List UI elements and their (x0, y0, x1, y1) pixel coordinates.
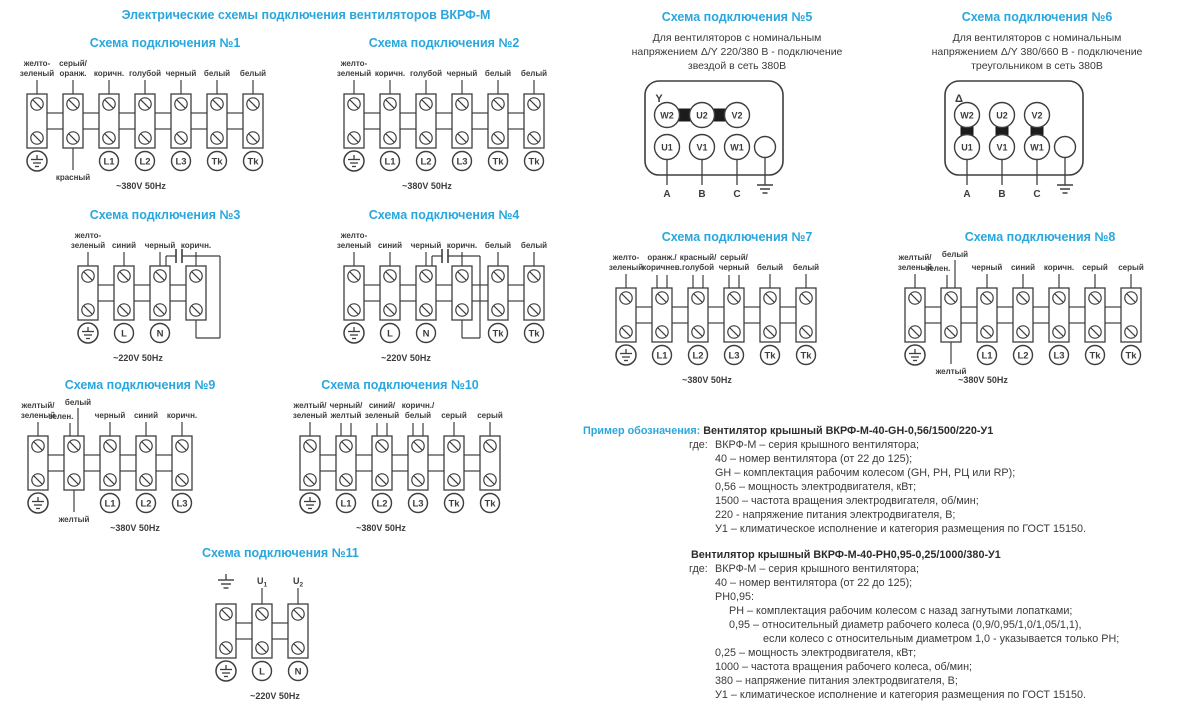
wire-label: белый (404, 411, 432, 420)
wire-label: белый (520, 241, 548, 250)
wire-label: синий (133, 411, 159, 420)
wire-label: черный (144, 241, 176, 250)
wire-label: черный (165, 69, 197, 78)
voltage-label: ~380V 50Hz (116, 181, 166, 191)
schema-s4-diagram (330, 226, 558, 366)
designation-line-text: 0,95 – относительный диаметр рабочего колеса (0,9/0,95/1,0/1,05/1,1), (729, 619, 1082, 631)
terminal-label: Tk (448, 498, 460, 510)
terminal-label: Tk (484, 498, 496, 510)
terminal-top-label: $U_1$ (256, 576, 268, 589)
wire-label: желтый/ (898, 253, 932, 262)
voltage-label: ~380V 50Hz (682, 375, 732, 385)
wire-label: голубой (681, 263, 715, 272)
motor-terminal-label: U2 (696, 110, 708, 121)
description-line: треугольником в сеть 380В (971, 60, 1103, 72)
ground-terminal-icon (78, 323, 98, 343)
wire-label: серый (477, 411, 503, 420)
motor-terminal-label: U1 (961, 142, 973, 153)
designation-line (715, 590, 1181, 604)
schema-s4 (330, 208, 558, 366)
schema-s1 (13, 36, 277, 194)
schema-title: Схема подключения №2 (368, 36, 520, 50)
schema-s3 (64, 208, 241, 366)
motor-terminal-label: U1 (661, 142, 673, 153)
wire-label: белый (484, 241, 512, 250)
wire-label: зелен. (48, 412, 74, 421)
wire-label: зеленый (70, 241, 106, 250)
terminal-label: L2 (692, 350, 704, 362)
wire-label: синий (1010, 263, 1036, 272)
wire-label: белый (756, 263, 784, 272)
designation-line-text: 1500 – частота вращения электродвигателя, об/мин; (715, 495, 979, 507)
schema-s2 (330, 36, 558, 194)
wire-label: желто- (340, 231, 368, 240)
terminal-label: L2 (420, 156, 432, 168)
schema-description (597, 31, 877, 73)
wire-label: оранж. (59, 69, 87, 78)
designation-line (715, 604, 1181, 618)
designation-example (583, 424, 1181, 702)
voltage-label: ~380V 50Hz (958, 375, 1008, 385)
designation-line-text: 1000 – частота вращения рабочего колеса, об/мин; (715, 661, 973, 673)
wire-label: желтый (935, 367, 967, 376)
schema-title: Схема подключения №11 (202, 546, 359, 560)
terminal-label: Tk (528, 156, 540, 168)
voltage-label: ~220V 50Hz (250, 691, 300, 701)
designation-line (715, 576, 1181, 590)
designation-line (715, 674, 1181, 688)
terminal-label: Tk (211, 156, 223, 168)
wire-label: коричн. (93, 69, 125, 78)
wire-label: серый/ (720, 253, 748, 262)
schema-title: Схема подключения №4 (368, 208, 520, 222)
designation-line (715, 522, 1181, 536)
designation-line-text: 0,25 – мощность электродвигателя, кВт; (715, 647, 917, 659)
designation-line-text: 40 – номер вентилятора (от 22 до 125); (715, 453, 913, 465)
ground-terminal-icon (905, 345, 925, 365)
wire-label: зелен. (925, 264, 951, 273)
motor-terminal-label: V2 (1031, 110, 1043, 121)
terminal-label: Tk (528, 328, 540, 340)
terminal-label: Tk (1125, 350, 1137, 362)
designation-code: Вентилятор крышный ВКРФ-М-40-GH-0,56/1500/220-У1 (703, 425, 994, 437)
wire-label: зеленый (336, 241, 372, 250)
designation-line-text: ВКРФ-М – серия крышного вентилятора; (715, 439, 920, 451)
wire-label: зеленый (364, 411, 400, 420)
wire-label: зеленый (20, 411, 56, 420)
schema-s9-diagram (14, 396, 206, 536)
voltage-label: ~380V 50Hz (110, 523, 160, 533)
wire-label: желто- (340, 59, 368, 68)
ground-symbol-icon (1057, 185, 1073, 193)
schema-s6-diagram (897, 75, 1177, 207)
wire-label: серый/ (59, 59, 87, 68)
terminal-label: L1 (656, 350, 668, 362)
schema-s5 (597, 10, 877, 207)
terminal-label: L3 (175, 156, 187, 168)
terminal-top-label: $U_2$ (292, 576, 304, 589)
ground-terminal-icon (216, 661, 236, 681)
wire-label: голубой (409, 69, 443, 78)
page-title: Электрические схемы подключения вентиляторов ВКРФ-М (121, 8, 491, 22)
terminal-label: N (294, 666, 302, 678)
schema-title: Схема подключения №10 (321, 378, 479, 392)
description-line: Для вентиляторов с номинальным (652, 32, 822, 44)
wire-label: белый (239, 69, 267, 78)
wire-label: черный/ (329, 401, 363, 410)
wire-label: белый (792, 263, 820, 272)
wire-label: черный (446, 69, 478, 78)
motor-terminal-label: W1 (1030, 142, 1044, 153)
schema-title: Схема подключения №8 (964, 230, 1116, 244)
designation-line-text: РН – комплектация рабочим колесом с назад загнутыми лопатками; (729, 605, 1073, 617)
lead-label: A (663, 189, 671, 200)
designation-line-text: РН0,95: (715, 591, 755, 603)
terminal-label: L (121, 328, 127, 340)
designation-line-text: У1 – климатическое исполнение и категория размещения по ГОСТ 15150. (715, 689, 1086, 701)
terminal-label: L2 (376, 498, 388, 510)
schema-s11-diagram (202, 564, 322, 704)
voltage-label: ~380V 50Hz (402, 181, 452, 191)
ground-terminal-icon (27, 151, 47, 171)
designation-title (691, 548, 1181, 562)
wire-label: черный (94, 411, 126, 420)
description-line: напряжением Δ/Y 220/380 В - подключение (631, 46, 843, 58)
designation-line-text: 380 – напряжение питания электродвигателя, В; (715, 675, 958, 687)
designation-line-text: если колесо с относительным диаметром 1,0 - указывается только РН; (763, 633, 1120, 645)
terminal-label: L1 (103, 156, 115, 168)
terminal-label: Tk (1089, 350, 1101, 362)
wire-label: оранж./ (647, 253, 677, 262)
wire-label: желтый/ (21, 401, 55, 410)
winding-symbol: Δ (955, 93, 963, 105)
wire-label: красный (55, 173, 91, 182)
terminal-label: L3 (176, 498, 188, 510)
description-line: звездой в сеть 380В (687, 60, 787, 72)
terminal-label: L1 (104, 498, 116, 510)
schema-title: Схема подключения №3 (89, 208, 241, 222)
example-label: Пример обозначения: (583, 425, 701, 437)
wire-label: коричн./ (401, 401, 435, 410)
schema-s1-diagram (13, 54, 277, 194)
schema-s7-diagram (602, 248, 830, 388)
schema-s10 (286, 378, 514, 536)
wire-label: серый (1118, 263, 1144, 272)
winding-symbol: Y (655, 93, 663, 105)
designation-line-text: 40 – номер вентилятора (от 22 до 125); (715, 577, 913, 589)
schema-s5-diagram (597, 75, 877, 207)
wire-label: серый (1082, 263, 1108, 272)
wire-label: коричн. (446, 241, 478, 250)
designation-line-text: ВКРФ-М – серия крышного вентилятора; (715, 563, 920, 575)
wire-label: коричн. (180, 241, 212, 250)
wire-label: желтый (330, 411, 362, 420)
wire-label: зеленый (19, 69, 55, 78)
wire-label: зеленый (897, 263, 933, 272)
ground-terminal-icon (344, 323, 364, 343)
terminal-label: L2 (140, 498, 152, 510)
schema-title: Схема подключения №9 (64, 378, 216, 392)
terminal-label: L (259, 666, 265, 678)
terminal-label: L1 (384, 156, 396, 168)
terminal-label: L1 (340, 498, 352, 510)
terminal-label: L3 (728, 350, 740, 362)
where-label: где: (689, 563, 708, 575)
terminal-label: L2 (139, 156, 151, 168)
wire-label: черный (718, 263, 750, 272)
designation-title (583, 424, 1181, 438)
motor-terminal-label: V2 (731, 110, 743, 121)
terminal-label: N (422, 328, 430, 340)
schema-title: Схема подключения №1 (89, 36, 241, 50)
wire-label: черный (971, 263, 1003, 272)
schema-s10-diagram (286, 396, 514, 536)
schema-s6 (897, 10, 1177, 207)
voltage-label: ~220V 50Hz (113, 353, 163, 363)
designation-line-text: 0,56 – мощность электродвигателя, кВт; (715, 481, 917, 493)
designation-line (715, 632, 1181, 646)
wire-label: голубой (128, 69, 162, 78)
ground-terminal-icon (300, 493, 320, 513)
designation-line (715, 688, 1181, 702)
designation-line (689, 562, 1181, 576)
wire-label: желтый/ (293, 401, 327, 410)
wire-label: коричн. (166, 411, 198, 420)
lead-label: C (733, 189, 741, 200)
description-line: Для вентиляторов с номинальным (952, 32, 1122, 44)
schema-title: Схема подключения №7 (661, 230, 813, 244)
designation-code: Вентилятор крышный ВКРФ-М-40-РН0,95-0,25/1000/380-У1 (691, 549, 1001, 561)
lead-label: B (998, 189, 1006, 200)
terminal-label: L3 (1053, 350, 1065, 362)
wire-label: коричн. (1043, 263, 1075, 272)
wire-label: коричн. (374, 69, 406, 78)
wire-label: белый (520, 69, 548, 78)
motor-terminal-label: V1 (696, 142, 708, 153)
motor-terminal-label: W1 (730, 142, 744, 153)
terminal-label: L1 (981, 350, 993, 362)
designation-line (715, 494, 1181, 508)
schema-s9 (14, 378, 216, 536)
wire-label: зеленый (608, 263, 644, 272)
terminal-label: Tk (764, 350, 776, 362)
ground-symbol-icon (757, 185, 773, 193)
ground-terminal-icon (616, 345, 636, 365)
schema-s8 (891, 230, 1155, 388)
schema-s8-diagram (891, 248, 1155, 388)
ground-symbol-icon (218, 574, 234, 588)
designation-line-text: GH – комплектация рабочим колесом (GH, РН, РЦ или RP); (715, 467, 1016, 479)
schema-s3-diagram (64, 226, 232, 366)
voltage-label: ~220V 50Hz (381, 353, 431, 363)
wire-label: синий/ (368, 401, 396, 410)
voltage-label: ~380V 50Hz (356, 523, 406, 533)
schema-s2-diagram (330, 54, 558, 194)
schema-s11 (202, 546, 359, 704)
designation-line (715, 452, 1181, 466)
terminal-label: Tk (492, 156, 504, 168)
schema-title: Схема подключения №5 (661, 10, 813, 24)
wire-label: коричнев. (642, 263, 682, 272)
wire-label: синий (111, 241, 137, 250)
lead-label: B (698, 189, 706, 200)
wire-label: белый (484, 69, 512, 78)
terminal-label: L3 (456, 156, 468, 168)
wire-label: белый (64, 398, 92, 407)
terminal-label: N (156, 328, 164, 340)
terminal-label: Tk (492, 328, 504, 340)
designation-line (715, 618, 1181, 632)
ground-terminal-icon (344, 151, 364, 171)
motor-terminal-label: W2 (660, 110, 674, 121)
terminal-label: L (387, 328, 393, 340)
terminal-label: L3 (412, 498, 424, 510)
wire-label: желто- (23, 59, 51, 68)
ground-terminal-icon (28, 493, 48, 513)
designation-line (715, 660, 1181, 674)
designation-line-text: У1 – климатическое исполнение и категория размещения по ГОСТ 15150. (715, 523, 1086, 535)
designation-line (715, 508, 1181, 522)
lead-label: A (963, 189, 971, 200)
wire-label: желтый (58, 515, 90, 524)
terminal-label: L2 (1017, 350, 1029, 362)
designation-line (715, 466, 1181, 480)
wire-label: зеленый (336, 69, 372, 78)
terminal-label: Tk (247, 156, 259, 168)
wire-label: черный (410, 241, 442, 250)
schema-title: Схема подключения №6 (961, 10, 1113, 24)
designation-line (689, 438, 1181, 452)
designation-line-text: 220 - напряжение питания электродвигателя, В; (715, 509, 956, 521)
description-line: напряжением Δ/Y 380/660 В - подключение (931, 46, 1143, 58)
where-label: где: (689, 439, 708, 451)
wire-label: синий (377, 241, 403, 250)
schema-s7 (602, 230, 830, 388)
lead-label: C (1033, 189, 1041, 200)
designation-line (715, 646, 1181, 660)
motor-terminal-label: W2 (960, 110, 974, 121)
terminal-label: Tk (800, 350, 812, 362)
wire-label: желто- (74, 231, 102, 240)
wire-label: белый (941, 250, 969, 259)
wire-label: белый (203, 69, 231, 78)
wire-label: желто- (612, 253, 640, 262)
designation-line (715, 480, 1181, 494)
motor-terminal-label: U2 (996, 110, 1008, 121)
schema-description (897, 31, 1177, 73)
motor-terminal-label: V1 (996, 142, 1008, 153)
wire-label: серый (441, 411, 467, 420)
wire-label: зеленый (292, 411, 328, 420)
wire-label: красный/ (679, 253, 717, 262)
